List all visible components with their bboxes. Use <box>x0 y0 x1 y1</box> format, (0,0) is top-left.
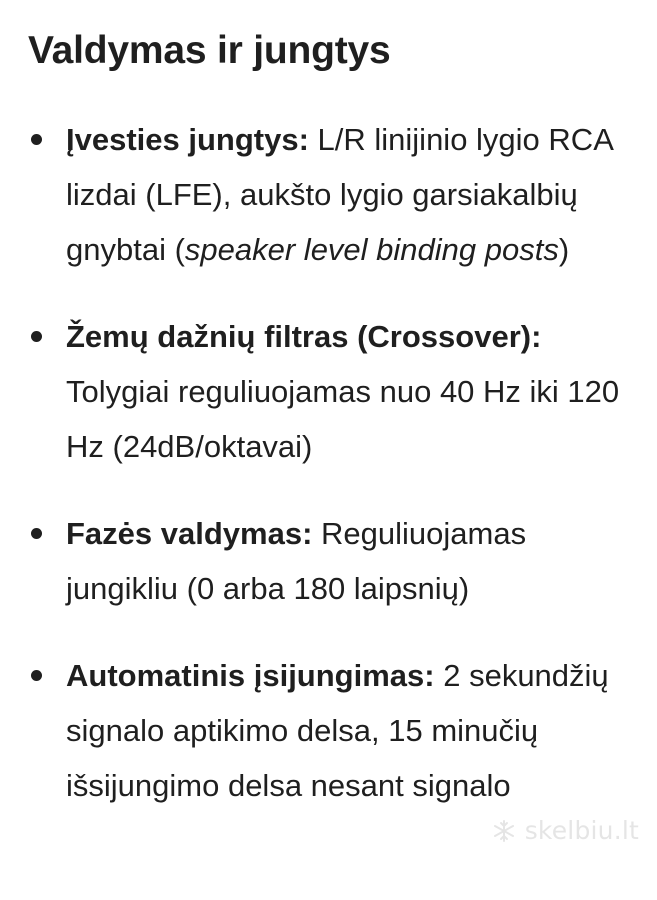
list-item <box>28 309 638 474</box>
bullet-icon <box>31 670 42 681</box>
spec-term: Fazės valdymas: <box>66 516 313 551</box>
spec-term: Automatinis įsijungimas: <box>66 658 435 693</box>
spec-term: Žemų dažnių filtras (Crossover): <box>66 319 542 354</box>
bullet-icon <box>31 134 42 145</box>
snowflake-icon <box>490 819 518 843</box>
bullet-icon <box>31 528 42 539</box>
spec-description: L/R linijinio lygio RCA lizdai (LFE), aukšto lygio garsiakalbių gnybtai ( <box>66 122 613 267</box>
section-title: Valdymas ir jungtys <box>28 29 391 72</box>
spec-description-end: ) <box>558 232 570 267</box>
spec-description: Reguliuojamas jungikliu (0 arba 180 laipsnių) <box>66 516 527 606</box>
spec-description: Tolygiai reguliuojamas nuo 40 Hz iki 120 Hz (24dB/oktavai) <box>66 374 620 464</box>
spec-list <box>28 112 638 845</box>
list-item <box>28 112 638 277</box>
spec-italic-note: speaker level binding posts <box>184 232 559 267</box>
bullet-icon <box>31 331 42 342</box>
spec-description: 2 sekundžių signalo aptikimo delsa, 15 minučių išsijungimo delsa nesant signalo <box>66 658 609 803</box>
list-item <box>28 648 638 813</box>
list-item <box>28 506 638 616</box>
spec-term: Įvesties jungtys: <box>66 122 309 157</box>
watermark <box>490 818 639 843</box>
watermark-text: skelbiu.lt <box>524 816 639 845</box>
